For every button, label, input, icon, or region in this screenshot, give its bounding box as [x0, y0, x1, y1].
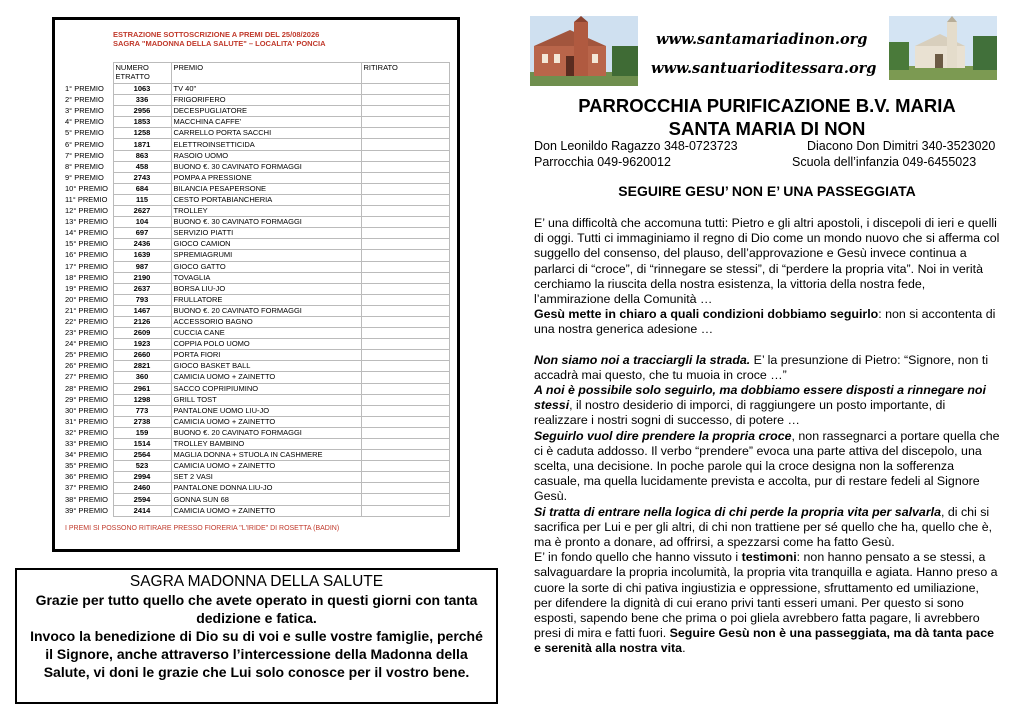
prize-position: 10° PREMIO — [65, 183, 109, 193]
prize-name: GRILL TOST — [171, 394, 361, 405]
prize-name: SET 2 VASI — [171, 472, 361, 483]
prize-name: RASOIO UOMO — [171, 150, 361, 161]
table-row — [63, 161, 449, 172]
collected-cell — [361, 294, 449, 305]
prize-position: 31° PREMIO — [65, 416, 109, 426]
winning-number: 2994 — [113, 472, 171, 483]
prize-position: 25° PREMIO — [65, 350, 109, 360]
prize-name: CAMICIA UOMO + ZAINETTO — [171, 505, 361, 516]
table-row — [63, 416, 449, 427]
prize-position: 29° PREMIO — [65, 394, 109, 404]
prize-name: TV 40" — [171, 84, 361, 95]
article-p4-text: , il nostro desiderio di imporci, di raggiungere un posto importante, di realizzare i nostri sogni di successo, di potere … — [534, 398, 946, 428]
prize-name: BORSA LIU-JO — [171, 283, 361, 294]
article-title: SEGUIRE GESU’ NON E’ UNA PASSEGGIATA — [618, 183, 916, 199]
prize-name: BUONO €. 20 CAVINATO FORMAGGI — [171, 305, 361, 316]
prize-name: CAMICIA UOMO + ZAINETTO — [171, 372, 361, 383]
table-row — [63, 427, 449, 438]
prize-position: 3° PREMIO — [65, 106, 104, 116]
winning-number: 159 — [113, 427, 171, 438]
table-row — [63, 272, 449, 283]
article-p7-end: . — [682, 641, 686, 656]
prize-name: SACCO COPRIPIUMINO — [171, 383, 361, 394]
sagra-thanks-paragraph: Grazie per tutto quello che avete operato in questi giorni con tanta dedizione e fatica. — [35, 592, 478, 626]
prize-position: 13° PREMIO — [65, 217, 109, 227]
winning-number: 523 — [113, 461, 171, 472]
collected-cell — [361, 439, 449, 450]
prize-position: 9° PREMIO — [65, 172, 104, 182]
collected-cell — [361, 505, 449, 516]
prize-name: CUCCIA CANE — [171, 328, 361, 339]
winning-number: 2436 — [113, 239, 171, 250]
prize-position: 28° PREMIO — [65, 383, 109, 393]
table-row — [63, 106, 449, 117]
prize-position: 15° PREMIO — [65, 239, 109, 249]
winning-number: 360 — [113, 372, 171, 383]
winning-number: 987 — [113, 261, 171, 272]
parish-title — [530, 94, 1004, 140]
winning-number: 2609 — [113, 328, 171, 339]
paragraph-gap — [534, 338, 1000, 353]
prize-name: SERVIZIO PIATTI — [171, 228, 361, 239]
collected-cell — [361, 461, 449, 472]
winning-number: 104 — [113, 217, 171, 228]
table-row — [63, 261, 449, 272]
collected-cell — [361, 206, 449, 217]
table-row — [63, 139, 449, 150]
winning-number: 2738 — [113, 416, 171, 427]
prize-name: POMPA A PRESSIONE — [171, 172, 361, 183]
table-row — [63, 383, 449, 394]
table-row — [63, 194, 449, 205]
winning-number: 2637 — [113, 283, 171, 294]
winning-number: 2460 — [113, 483, 171, 494]
collected-cell — [361, 394, 449, 405]
column-header-prize: PREMIO — [171, 63, 361, 84]
table-row — [63, 294, 449, 305]
prize-position: 39° PREMIO — [65, 505, 109, 515]
winning-number: 863 — [113, 150, 171, 161]
prize-name: GIOCO GATTO — [171, 261, 361, 272]
contact-priest: Don Leonildo Ragazzo 348-0723723 — [534, 139, 738, 153]
prize-name: TOVAGLIA — [171, 272, 361, 283]
winning-number: 793 — [113, 294, 171, 305]
table-row — [63, 372, 449, 383]
table-row — [63, 239, 449, 250]
winning-number: 1514 — [113, 439, 171, 450]
winning-number: 2564 — [113, 450, 171, 461]
prize-position: 20° PREMIO — [65, 294, 109, 304]
winning-number: 1871 — [113, 139, 171, 150]
table-row — [63, 172, 449, 183]
article-paragraph-7 — [534, 550, 1000, 656]
parish-title-line1: PARROCCHIA PURIFICAZIONE B.V. MARIA — [578, 95, 956, 116]
prize-position: 17° PREMIO — [65, 261, 109, 271]
winning-number: 1853 — [113, 117, 171, 128]
collected-cell — [361, 217, 449, 228]
collected-cell — [361, 372, 449, 383]
prize-name: TROLLEY BAMBINO — [171, 439, 361, 450]
winning-number: 2594 — [113, 494, 171, 505]
winning-number: 2627 — [113, 206, 171, 217]
table-row — [63, 494, 449, 505]
collected-cell — [361, 283, 449, 294]
prize-position: 6° PREMIO — [65, 139, 104, 149]
article-p3-emphasis: Non siamo noi a tracciargli la strada. — [534, 352, 751, 367]
winning-number: 697 — [113, 228, 171, 239]
prize-position: 33° PREMIO — [65, 439, 109, 449]
collected-cell — [361, 128, 449, 139]
collected-cell — [361, 239, 449, 250]
article-p2-text: : non si accontenta di una nostra generica adesione … — [534, 307, 996, 337]
winning-number: 115 — [113, 194, 171, 205]
prize-name: CAMICIA UOMO + ZAINETTO — [171, 416, 361, 427]
prize-position: 11° PREMIO — [65, 194, 108, 204]
prize-table-frame — [52, 17, 460, 552]
church-santa-maria-photo — [530, 16, 638, 86]
collected-cell — [361, 328, 449, 339]
collected-cell — [361, 117, 449, 128]
winning-number: 1923 — [113, 339, 171, 350]
prize-name: GIOCO BASKET BALL — [171, 361, 361, 372]
winning-number: 458 — [113, 161, 171, 172]
prize-table-body — [63, 84, 449, 517]
article-p2-bold: Gesù mette in chiaro a quali condizioni dobbiamo seguirlo — [534, 307, 879, 322]
collected-cell — [361, 450, 449, 461]
prize-name: TROLLEY — [171, 206, 361, 217]
prize-position: 27° PREMIO — [65, 372, 109, 382]
table-row — [63, 206, 449, 217]
prize-position: 18° PREMIO — [65, 272, 109, 282]
table-row — [63, 117, 449, 128]
prize-name: CESTO PORTABIANCHERIA — [171, 194, 361, 205]
collected-cell — [361, 172, 449, 183]
prize-name: PANTALONE DONNA LIU-JO — [171, 483, 361, 494]
article-p5-emphasis: Seguirlo vuol dire prendere la propria croce — [534, 428, 792, 443]
prize-position: 19° PREMIO — [65, 283, 109, 293]
prize-table-header-line2: SAGRA "MADONNA DELLA SALUTE" – LOCALITA' PONCIA — [113, 39, 326, 48]
article-p6-emphasis: Si tratta di entrare nella logica di chi perde la propria vita per salvarla — [534, 504, 941, 519]
prize-position: 34° PREMIO — [65, 450, 109, 460]
prize-table-sheet — [63, 28, 449, 532]
prize-name: GIOCO CAMION — [171, 239, 361, 250]
collected-cell — [361, 416, 449, 427]
article-paragraph-6 — [534, 505, 1000, 551]
prize-name: BILANCIA PESAPERSONE — [171, 183, 361, 194]
prize-name: ELETTROINSETTICIDA — [171, 139, 361, 150]
collected-cell — [361, 106, 449, 117]
prize-name: PORTA FIORI — [171, 350, 361, 361]
prize-position: 22° PREMIO — [65, 317, 109, 327]
winning-number: 773 — [113, 405, 171, 416]
article-paragraph-3 — [534, 353, 1000, 383]
table-row — [63, 350, 449, 361]
winning-number: 2956 — [113, 106, 171, 117]
collected-cell — [361, 84, 449, 95]
collected-cell — [361, 161, 449, 172]
table-row — [63, 361, 449, 372]
collected-cell — [361, 305, 449, 316]
collected-cell — [361, 361, 449, 372]
article-p4-emphasis: A noi è possibile solo seguirlo, ma dobbiamo essere disposti a rinnegare noi stessi — [534, 383, 986, 413]
collected-cell — [361, 95, 449, 106]
table-row — [63, 183, 449, 194]
table-row — [63, 228, 449, 239]
winning-number: 1467 — [113, 305, 171, 316]
prize-position: 26° PREMIO — [65, 361, 109, 371]
prize-position: 2° PREMIO — [65, 95, 104, 105]
prize-position: 32° PREMIO — [65, 427, 109, 437]
collected-cell — [361, 339, 449, 350]
article-body — [534, 216, 1000, 657]
winning-number: 2961 — [113, 383, 171, 394]
prize-position: 30° PREMIO — [65, 405, 109, 415]
collected-cell — [361, 350, 449, 361]
article-paragraph-1: E’ una difficoltà che accomuna tutti: Pietro e gli altri apostoli, i discepoli di ieri e quelli di oggi. Tutti ci immaginiamo il regno di Dio come un mondo nuovo che si afferma col suggello del consenso, del plauso, dell’approvazione e Gesù invece continua a parlarci di “croce”, di “rinnegare se stessi”, di “perdere la propria vita”. Noi in verità cerchiamo la riuscita della nostra esistenza, la vittoria della nostra fede, l’ammirazione della Comunità … — [534, 216, 1000, 307]
table-row — [63, 84, 449, 95]
sagra-title: SAGRA MADONNA DELLA SALUTE — [129, 573, 384, 590]
table-row — [63, 339, 449, 350]
prize-name: ACCESSORIO BAGNO — [171, 316, 361, 327]
collected-cell — [361, 483, 449, 494]
sagra-thanks-box — [15, 568, 498, 704]
column-header-position — [63, 63, 113, 84]
prize-position: 4° PREMIO — [65, 117, 104, 127]
website-link-santuarioditessara[interactable]: www.santuarioditessara.org — [651, 60, 877, 77]
table-row — [63, 505, 449, 516]
table-row — [63, 250, 449, 261]
prize-name: BUONO €. 30 CAVINATO FORMAGGI — [171, 161, 361, 172]
table-row — [63, 439, 449, 450]
article-p5-text: , non rassegnarci a portare quella che ci è caduta addosso. Il verbo “prendere” evoca una parte attiva del discepolo, una scelta, una decisione. In poche parole qui la croce designa non la sofferenza casuale, ma quella lucidamente prevista e accolta, pur di restare fedeli al Signore Gesù. — [534, 428, 1000, 504]
winning-number: 1298 — [113, 394, 171, 405]
prize-table-header — [63, 28, 449, 48]
winning-number: 2126 — [113, 316, 171, 327]
prize-position: 37° PREMIO — [65, 483, 109, 493]
prize-table-header-line1: ESTRAZIONE SOTTOSCRIZIONE A PREMI DEL 25/08/2026 — [113, 30, 320, 39]
article-paragraph-5 — [534, 429, 1000, 505]
prize-name: COPPIA POLO UOMO — [171, 339, 361, 350]
article-p7-text-a: E’ in fondo quello che hanno vissuto i — [534, 550, 742, 565]
prize-name: FRULLATORE — [171, 294, 361, 305]
article-paragraph-2 — [534, 307, 1000, 337]
article-p3-text: E’ la presunzione di Pietro: “Signore, non ti accadrà mai questo, che tu muoia in croce …” — [534, 352, 989, 382]
prize-table-footer: I PREMI SI POSSONO RITIRARE PRESSO FIORERIA "L'IRIDE" DI ROSETTA (BADIN) — [65, 524, 340, 532]
winning-number: 1063 — [113, 84, 171, 95]
prize-position: 1° PREMIO — [65, 84, 104, 94]
table-row — [63, 217, 449, 228]
article-p7-text-b: : non hanno pensato a se stessi, a salvaguardare la propria incolumità, la propria vita tranquilla e agiata. Hanno preso a cuore la sorte di chi pativa ingiustizia e oppressione, sfruttamento ed umiliazione, per difendere la dignità di cui erano privi tanti esseri umani. Per questo si sono esposti, sapendo bene che prima o poi gliela avrebbero fatta pagare, li avrebbero presi di mira e fatti fuori. — [534, 550, 998, 641]
collected-cell — [361, 150, 449, 161]
collected-cell — [361, 183, 449, 194]
table-row — [63, 128, 449, 139]
winning-number: 684 — [113, 183, 171, 194]
collected-cell — [361, 272, 449, 283]
article-p6-text: , di chi si sacrifica per Lui e per gli altri, di chi non trattiene per sé quello che ha, quello che è, ma è pronto a donare, ad offrirsi, a spezzarsi come ha fatto Gesù. — [534, 504, 993, 550]
article-p7-bold: testimoni — [741, 550, 797, 565]
prize-name: MACCHINA CAFFE' — [171, 117, 361, 128]
table-row — [63, 472, 449, 483]
table-row — [63, 283, 449, 294]
table-row — [63, 394, 449, 405]
prize-position: 24° PREMIO — [65, 339, 109, 349]
prize-name: BUONO €. 20 CAVINATO FORMAGGI — [171, 427, 361, 438]
prize-position: 21° PREMIO — [65, 305, 109, 315]
table-row — [63, 95, 449, 106]
collected-cell — [361, 139, 449, 150]
collected-cell — [361, 316, 449, 327]
prize-name: SPREMIAGRUMI — [171, 250, 361, 261]
contact-parish: Parrocchia 049-9620012 — [534, 155, 671, 169]
winning-number: 1258 — [113, 128, 171, 139]
table-row — [63, 150, 449, 161]
prize-table — [63, 62, 450, 517]
prize-position: 38° PREMIO — [65, 494, 109, 504]
collected-cell — [361, 194, 449, 205]
prize-name: DECESPUGLIATORE — [171, 106, 361, 117]
parish-title-line2: SANTA MARIA DI NON — [668, 118, 866, 139]
prize-position: 7° PREMIO — [65, 150, 104, 160]
prize-name: CAMICIA UOMO + ZAINETTO — [171, 461, 361, 472]
collected-cell — [361, 494, 449, 505]
prize-position: 36° PREMIO — [65, 472, 109, 482]
winning-number: 336 — [113, 95, 171, 106]
prize-name: PANTALONE UOMO LIU-JO — [171, 405, 361, 416]
prize-name: MAGLIA DONNA + STUOLA IN CASHMERE — [171, 450, 361, 461]
prize-name: GONNA SUN 68 — [171, 494, 361, 505]
website-link-santamariadinon[interactable]: www.santamariadinon.org — [656, 31, 868, 48]
prize-position: 16° PREMIO — [65, 250, 109, 260]
table-row — [63, 405, 449, 416]
column-header-collected: RITIRATO — [361, 63, 449, 84]
collected-cell — [361, 228, 449, 239]
column-header-number: NUMERO ETRATTO — [113, 63, 171, 84]
prize-position: 12° PREMIO — [65, 206, 109, 216]
table-row — [63, 328, 449, 339]
prize-position: 5° PREMIO — [65, 128, 104, 138]
winning-number: 2821 — [113, 361, 171, 372]
sagra-blessing-paragraph: Invoco la benedizione di Dio su di voi e sulle vostre famiglie, perché il Signore, anche attraverso l’intercessione della Madonna della Salute, vi doni le grazie che Lui solo conosce per il vostro bene. — [30, 628, 483, 680]
collected-cell — [361, 250, 449, 261]
table-row — [63, 450, 449, 461]
article-p7-bold-end: Seguire Gesù non è una passeggiata, ma dà tanta pace e serenità alla nostra vita — [534, 626, 994, 656]
table-row — [63, 316, 449, 327]
table-row — [63, 305, 449, 316]
table-row — [63, 483, 449, 494]
collected-cell — [361, 405, 449, 416]
prize-name: BUONO €. 30 CAVINATO FORMAGGI — [171, 217, 361, 228]
winning-number: 1639 — [113, 250, 171, 261]
winning-number: 2414 — [113, 505, 171, 516]
article-paragraph-4 — [534, 383, 1000, 429]
collected-cell — [361, 383, 449, 394]
collected-cell — [361, 261, 449, 272]
winning-number: 2660 — [113, 350, 171, 361]
prize-name: FRIGORIFERO — [171, 95, 361, 106]
contact-school: Scuola dell’infanzia 049-6455023 — [792, 155, 977, 169]
collected-cell — [361, 472, 449, 483]
prize-position: 23° PREMIO — [65, 328, 109, 338]
prize-position: 14° PREMIO — [65, 228, 109, 238]
collected-cell — [361, 427, 449, 438]
winning-number: 2190 — [113, 272, 171, 283]
table-row — [63, 461, 449, 472]
contact-deacon: Diacono Don Dimitri 340-3523020 — [807, 139, 996, 153]
winning-number: 2743 — [113, 172, 171, 183]
prize-position: 8° PREMIO — [65, 161, 104, 171]
prize-name: CARRELLO PORTA SACCHI — [171, 128, 361, 139]
sanctuary-tessara-photo — [889, 16, 997, 80]
prize-table-column-headers — [63, 63, 449, 84]
prize-position: 35° PREMIO — [65, 461, 109, 471]
